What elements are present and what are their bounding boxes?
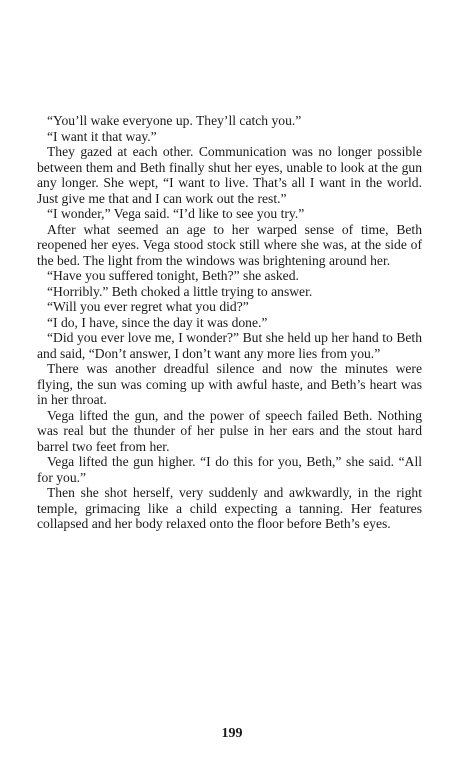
paragraph: There was another dreadful silence and now the minutes were flying, the sun was coming up with awful haste, and Beth’s heart was in her throat. — [37, 361, 422, 407]
paragraph: “Horribly.” Beth choked a little trying to answer. — [47, 283, 313, 299]
paragraph: “I do, I have, since the day it was done.” — [47, 314, 268, 330]
paragraph: Then she shot herself, very suddenly and awkwardly, in the right temple, grimacing like a child expecting a tanning. Her features collapsed and her body relaxed onto the floor before Beth’s eyes. — [37, 485, 422, 531]
paragraph: They gazed at each other. Communication was no longer possible between them and Beth finally shut her eyes, unable to look at the gun any longer. She wept, “I want to live. That’s all I want in the world. Just give me that and I can work out the rest.” — [37, 144, 422, 206]
paragraph: “I wonder,” Vega said. “I’d like to see you try.” — [47, 206, 305, 221]
body-text — [37, 113, 422, 532]
paragraph: “I want it that way.” — [47, 128, 157, 144]
paragraph: After what seemed an age to her warped sense of time, Beth reopened her eyes. Vega stood stock still where she was, at the side of the bed. The light from the windows was brightening around her. — [37, 221, 422, 268]
paragraph: “Have you suffered tonight, Beth?” she asked. — [47, 268, 299, 283]
paragraph: Vega lifted the gun, and the power of speech failed Beth. Nothing was real but the thunder of her pulse in her ears and the stout hard barrel two feet from her. — [37, 407, 422, 454]
page-number: 199 — [221, 726, 243, 741]
paragraph: “Will you ever regret what you did?” — [47, 299, 249, 314]
paragraph: “Did you ever love me, I wonder?” But she held up her hand to Beth and said, “Don’t answer, I don’t want any more lies from you.” — [37, 330, 422, 361]
paragraph: “You’ll wake everyone up. They’ll catch you.” — [47, 113, 302, 128]
paragraph: Vega lifted the gun higher. “I do this for you, Beth,” she said. “All for you.” — [37, 454, 422, 485]
